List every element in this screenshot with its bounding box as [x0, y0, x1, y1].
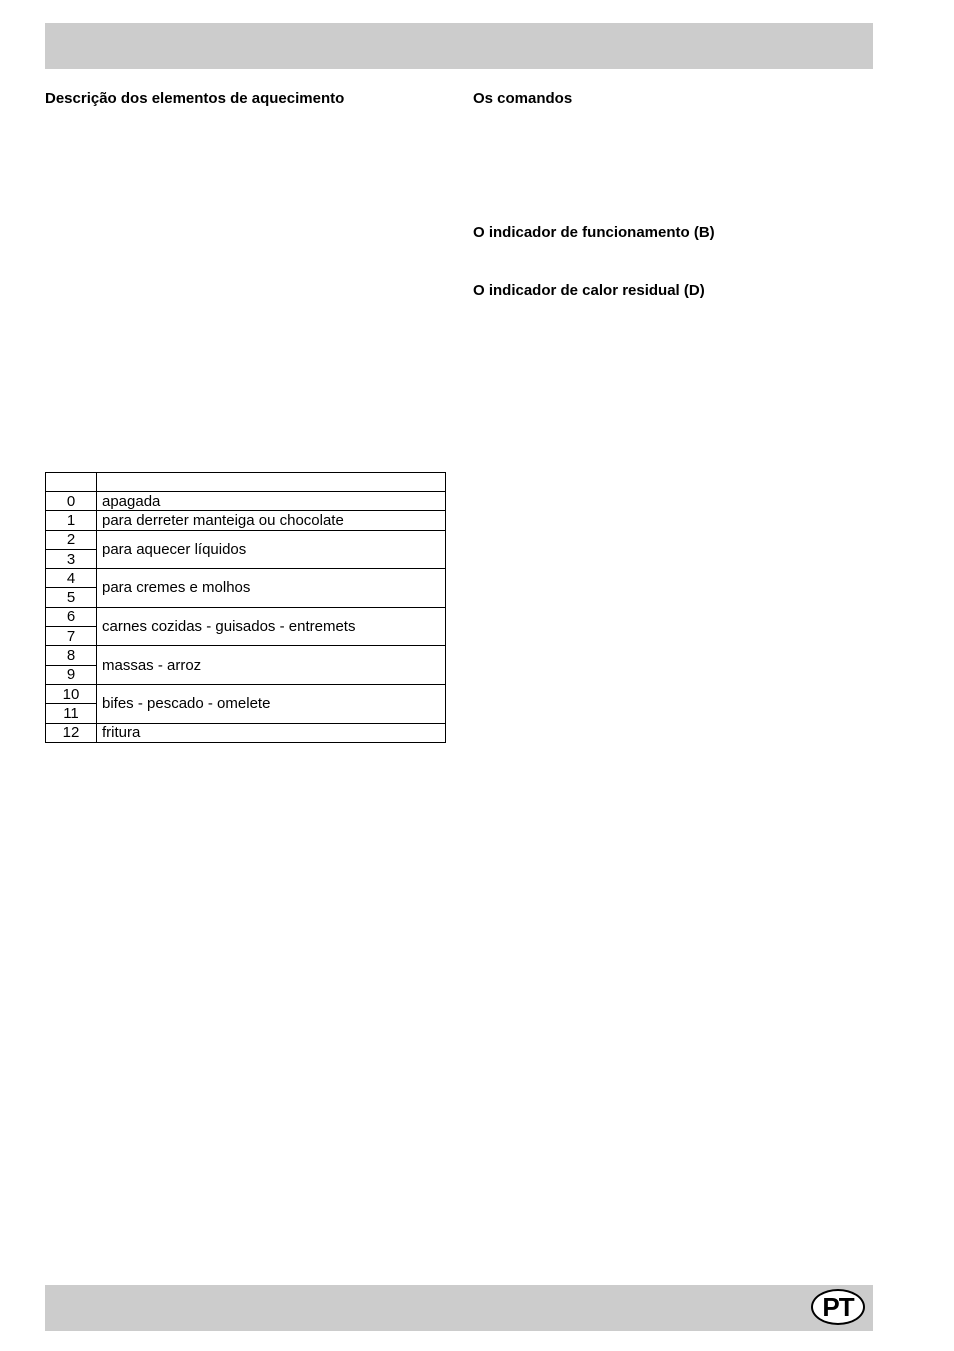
- setting-number: 3: [46, 549, 97, 568]
- setting-number: 7: [46, 627, 97, 646]
- setting-number: 10: [46, 684, 97, 703]
- table-row: [46, 723, 446, 742]
- setting-description: massas - arroz: [97, 646, 446, 685]
- setting-description: fritura: [97, 723, 446, 742]
- setting-number: 0: [46, 492, 97, 511]
- setting-number: 6: [46, 607, 97, 626]
- heading-heating-elements: Descrição dos elementos de aquecimento: [45, 90, 345, 107]
- power-settings-table: [45, 472, 446, 743]
- setting-number: 2: [46, 530, 97, 549]
- heading-residual-heat-indicator: O indicador de calor residual (D): [473, 282, 705, 299]
- table-header-cell-setting: [46, 473, 97, 492]
- footer-band: [45, 1285, 873, 1331]
- table-row: [46, 492, 446, 511]
- table-row: [46, 684, 446, 703]
- setting-description: para aquecer líquidos: [97, 530, 446, 569]
- setting-number: 4: [46, 569, 97, 588]
- setting-number: 8: [46, 646, 97, 665]
- setting-description: para derreter manteiga ou chocolate: [97, 511, 446, 530]
- heading-controls: Os comandos: [473, 90, 573, 107]
- table-row: [46, 511, 446, 530]
- header-band: [45, 23, 873, 69]
- table-row: [46, 530, 446, 549]
- setting-description: carnes cozidas - guisados - entremets: [97, 607, 446, 646]
- setting-number: 11: [46, 704, 97, 723]
- setting-description: para cremes e molhos: [97, 569, 446, 608]
- language-badge: PT: [811, 1289, 865, 1325]
- setting-number: 12: [46, 723, 97, 742]
- setting-number: 1: [46, 511, 97, 530]
- heading-operation-indicator: O indicador de funcionamento (B): [473, 224, 715, 241]
- table-header-row: [46, 473, 446, 492]
- setting-description: apagada: [97, 492, 446, 511]
- setting-number: 5: [46, 588, 97, 607]
- table-header-cell-use: [97, 473, 446, 492]
- table-row: [46, 569, 446, 588]
- table-row: [46, 607, 446, 626]
- table-row: [46, 646, 446, 665]
- setting-description: bifes - pescado - omelete: [97, 684, 446, 723]
- setting-number: 9: [46, 665, 97, 684]
